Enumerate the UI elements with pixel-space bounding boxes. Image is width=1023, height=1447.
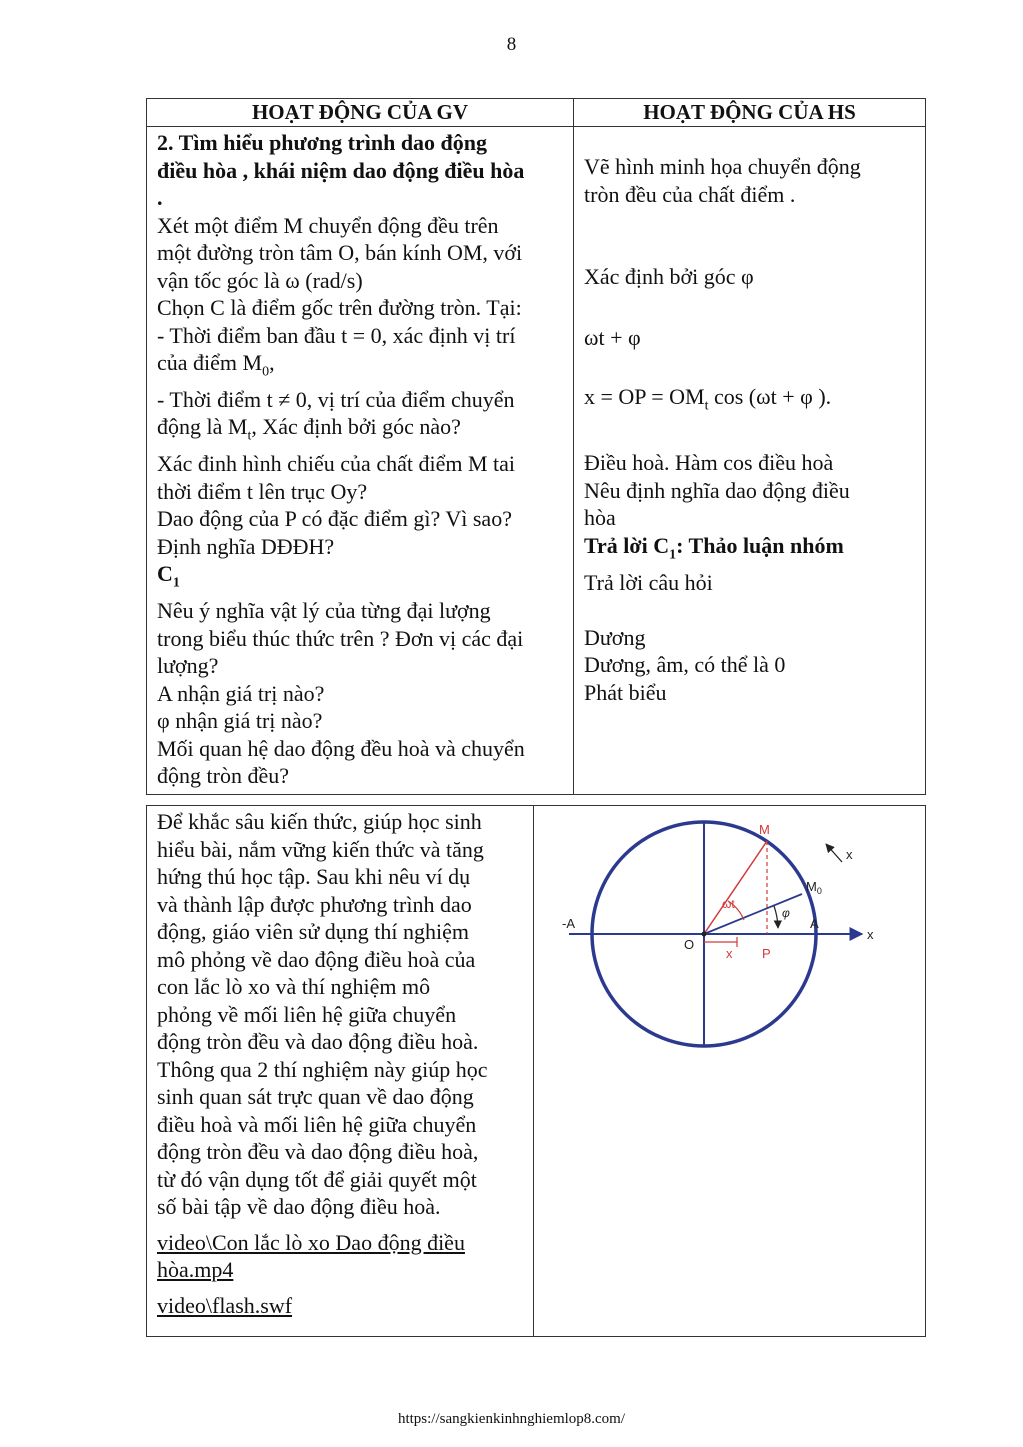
gv-line: Xét một điểm M chuyển động đều trên: [157, 212, 499, 238]
experiment-text-line: và thành lập được phương trình dao: [157, 891, 472, 917]
hs-line: Điều hoà. Hàm cos điều hoà: [584, 450, 834, 476]
hs-answer-c1: Trả lời $C_1$: Thảo luận nhóm: [584, 532, 844, 563]
section-title-cont: điều hòa , khái niệm dao động điều hòa: [157, 157, 525, 183]
circular-motion-diagram: [554, 816, 884, 1056]
hs-line: ωt + φ: [584, 325, 641, 350]
experiment-text-line: phỏng về mối liên hệ giữa chuyển: [157, 1001, 457, 1027]
experiment-text-line: hiểu bài, nắm vững kiến thức và tăng: [157, 836, 484, 862]
gv-line: Mối quan hệ dao động đều hoà và chuyển: [157, 735, 525, 761]
experiment-text-line: Thông qua 2 thí nghiệm này giúp học: [157, 1056, 488, 1082]
activity-table: [146, 98, 926, 795]
label-x-projection: x: [726, 946, 733, 961]
label-rotation-x: x: [846, 847, 853, 862]
label-m: M: [759, 822, 770, 837]
gv-line: một đường tròn tâm O, bán kính OM, với: [157, 240, 523, 265]
gv-line: φ nhận giá trị nào?: [157, 708, 323, 734]
experiment-table: [146, 805, 926, 1337]
header-teacher: HOẠT ĐỘNG CỦA GV: [147, 99, 574, 127]
video-link-spring-pendulum[interactable]: video\Con lắc lò xo Dao động điều hòa.mp4: [157, 1229, 465, 1282]
gv-line: của điểm $M_0$,: [157, 350, 275, 380]
rotation-arrow: [826, 844, 842, 862]
gv-line: Dao động của P có đặc điểm gì? Vì sao?: [157, 506, 512, 532]
student-activity-cell: [574, 127, 926, 795]
label-phi: φ: [782, 906, 790, 920]
label-x-axis: x: [867, 927, 874, 942]
hs-line: Nêu định nghĩa dao động điều: [584, 477, 850, 503]
gv-line: Xác đinh hình chiếu của chất điểm M tai: [157, 451, 515, 477]
gv-line: Định nghĩa DĐĐH?: [157, 533, 335, 559]
question-c1: $C_1$: [157, 561, 180, 591]
gv-line: động là $M_t$, Xác định bởi góc nào?: [157, 414, 461, 444]
gv-line: vận tốc góc là ω (rad/s): [157, 267, 363, 293]
header-student: HOẠT ĐỘNG CỦA HS: [574, 99, 926, 127]
label-a: A: [810, 916, 819, 931]
label-o: O: [684, 937, 695, 952]
gv-line: - Thời điểm t ≠ 0, vị trí của điểm chuyển: [157, 386, 515, 412]
experiment-text-line: Để khắc sâu kiến thức, giúp học sinh: [157, 809, 482, 834]
video-link-flash[interactable]: video\flash.swf: [157, 1292, 293, 1318]
experiment-text-line: mô phỏng về dao động điều hoà của: [157, 946, 476, 972]
gv-line: Chọn C là điểm gốc trên đường tròn. Tại:: [157, 295, 522, 320]
gv-line: trong biểu thúc thức trên ? Đơn vị các đại: [157, 625, 524, 651]
label-neg-a: -A: [562, 916, 575, 931]
hs-line: Dương, âm, có thể là 0: [584, 652, 786, 678]
section-title-end: .: [157, 185, 163, 210]
experiment-text-line: động tròn đều và dao động điều hoà,: [157, 1139, 479, 1164]
radius-om: [704, 841, 767, 934]
experiment-text-line: từ đó vận dụng tốt để giải quyết một: [157, 1166, 477, 1192]
experiment-text-line: con lắc lò xo và thí nghiệm mô: [157, 974, 431, 999]
hs-line: tròn đều của chất điểm .: [584, 181, 796, 207]
footer-url: https://sangkienkinhnghiemlop8.com/: [397, 1411, 626, 1427]
experiment-text-line: động, giáo viên sử dụng thí nghiệm: [157, 919, 469, 944]
hs-line: Vẽ hình minh họa chuyển động: [584, 154, 861, 179]
experiment-text-line: hứng thú học tập. Sau khi nêu ví dụ: [157, 864, 471, 889]
section-title: 2. Tìm hiểu phương trình dao động: [157, 130, 488, 155]
diagram-cell: [534, 806, 926, 1337]
hs-line: Xác định bởi góc φ: [584, 264, 754, 289]
experiment-text-line: sinh quan sát trực quan về dao động: [157, 1084, 474, 1109]
label-p: P: [762, 946, 771, 961]
gv-line: A nhận giá trị nào?: [157, 680, 325, 706]
gv-line: thời điểm t lên trục Oy?: [157, 478, 368, 504]
angle-phi-arc: [774, 906, 778, 928]
hs-line: Dương: [584, 624, 646, 650]
experiment-text-cell: [147, 806, 534, 1337]
gv-line: Nêu ý nghĩa vật lý của từng đại lượng: [157, 598, 491, 624]
gv-line: - Thời điểm ban đầu t = 0, xác định vị trí: [157, 322, 516, 348]
experiment-text-line: số bài tập về dao động điều hoà.: [157, 1194, 441, 1219]
hs-line: Phát biểu: [584, 679, 667, 705]
hs-line: Trả lời câu hỏi: [584, 569, 713, 595]
hs-line: hòa: [584, 505, 616, 531]
experiment-text-line: động tròn đều và dao động điều hoà.: [157, 1029, 479, 1054]
label-omega-t: ωt: [722, 897, 735, 911]
hs-line: x = OP = $OM_t$ cos (ωt + φ ).: [584, 384, 832, 414]
gv-line: lượng?: [157, 653, 219, 679]
experiment-text-line: điều hoà và mối liên hệ giữa chuyển: [157, 1111, 477, 1137]
page-number: 8: [506, 34, 517, 55]
label-m0: $M_0$: [806, 879, 822, 896]
teacher-activity-cell: [147, 127, 574, 795]
gv-line: động tròn đều?: [157, 763, 289, 789]
